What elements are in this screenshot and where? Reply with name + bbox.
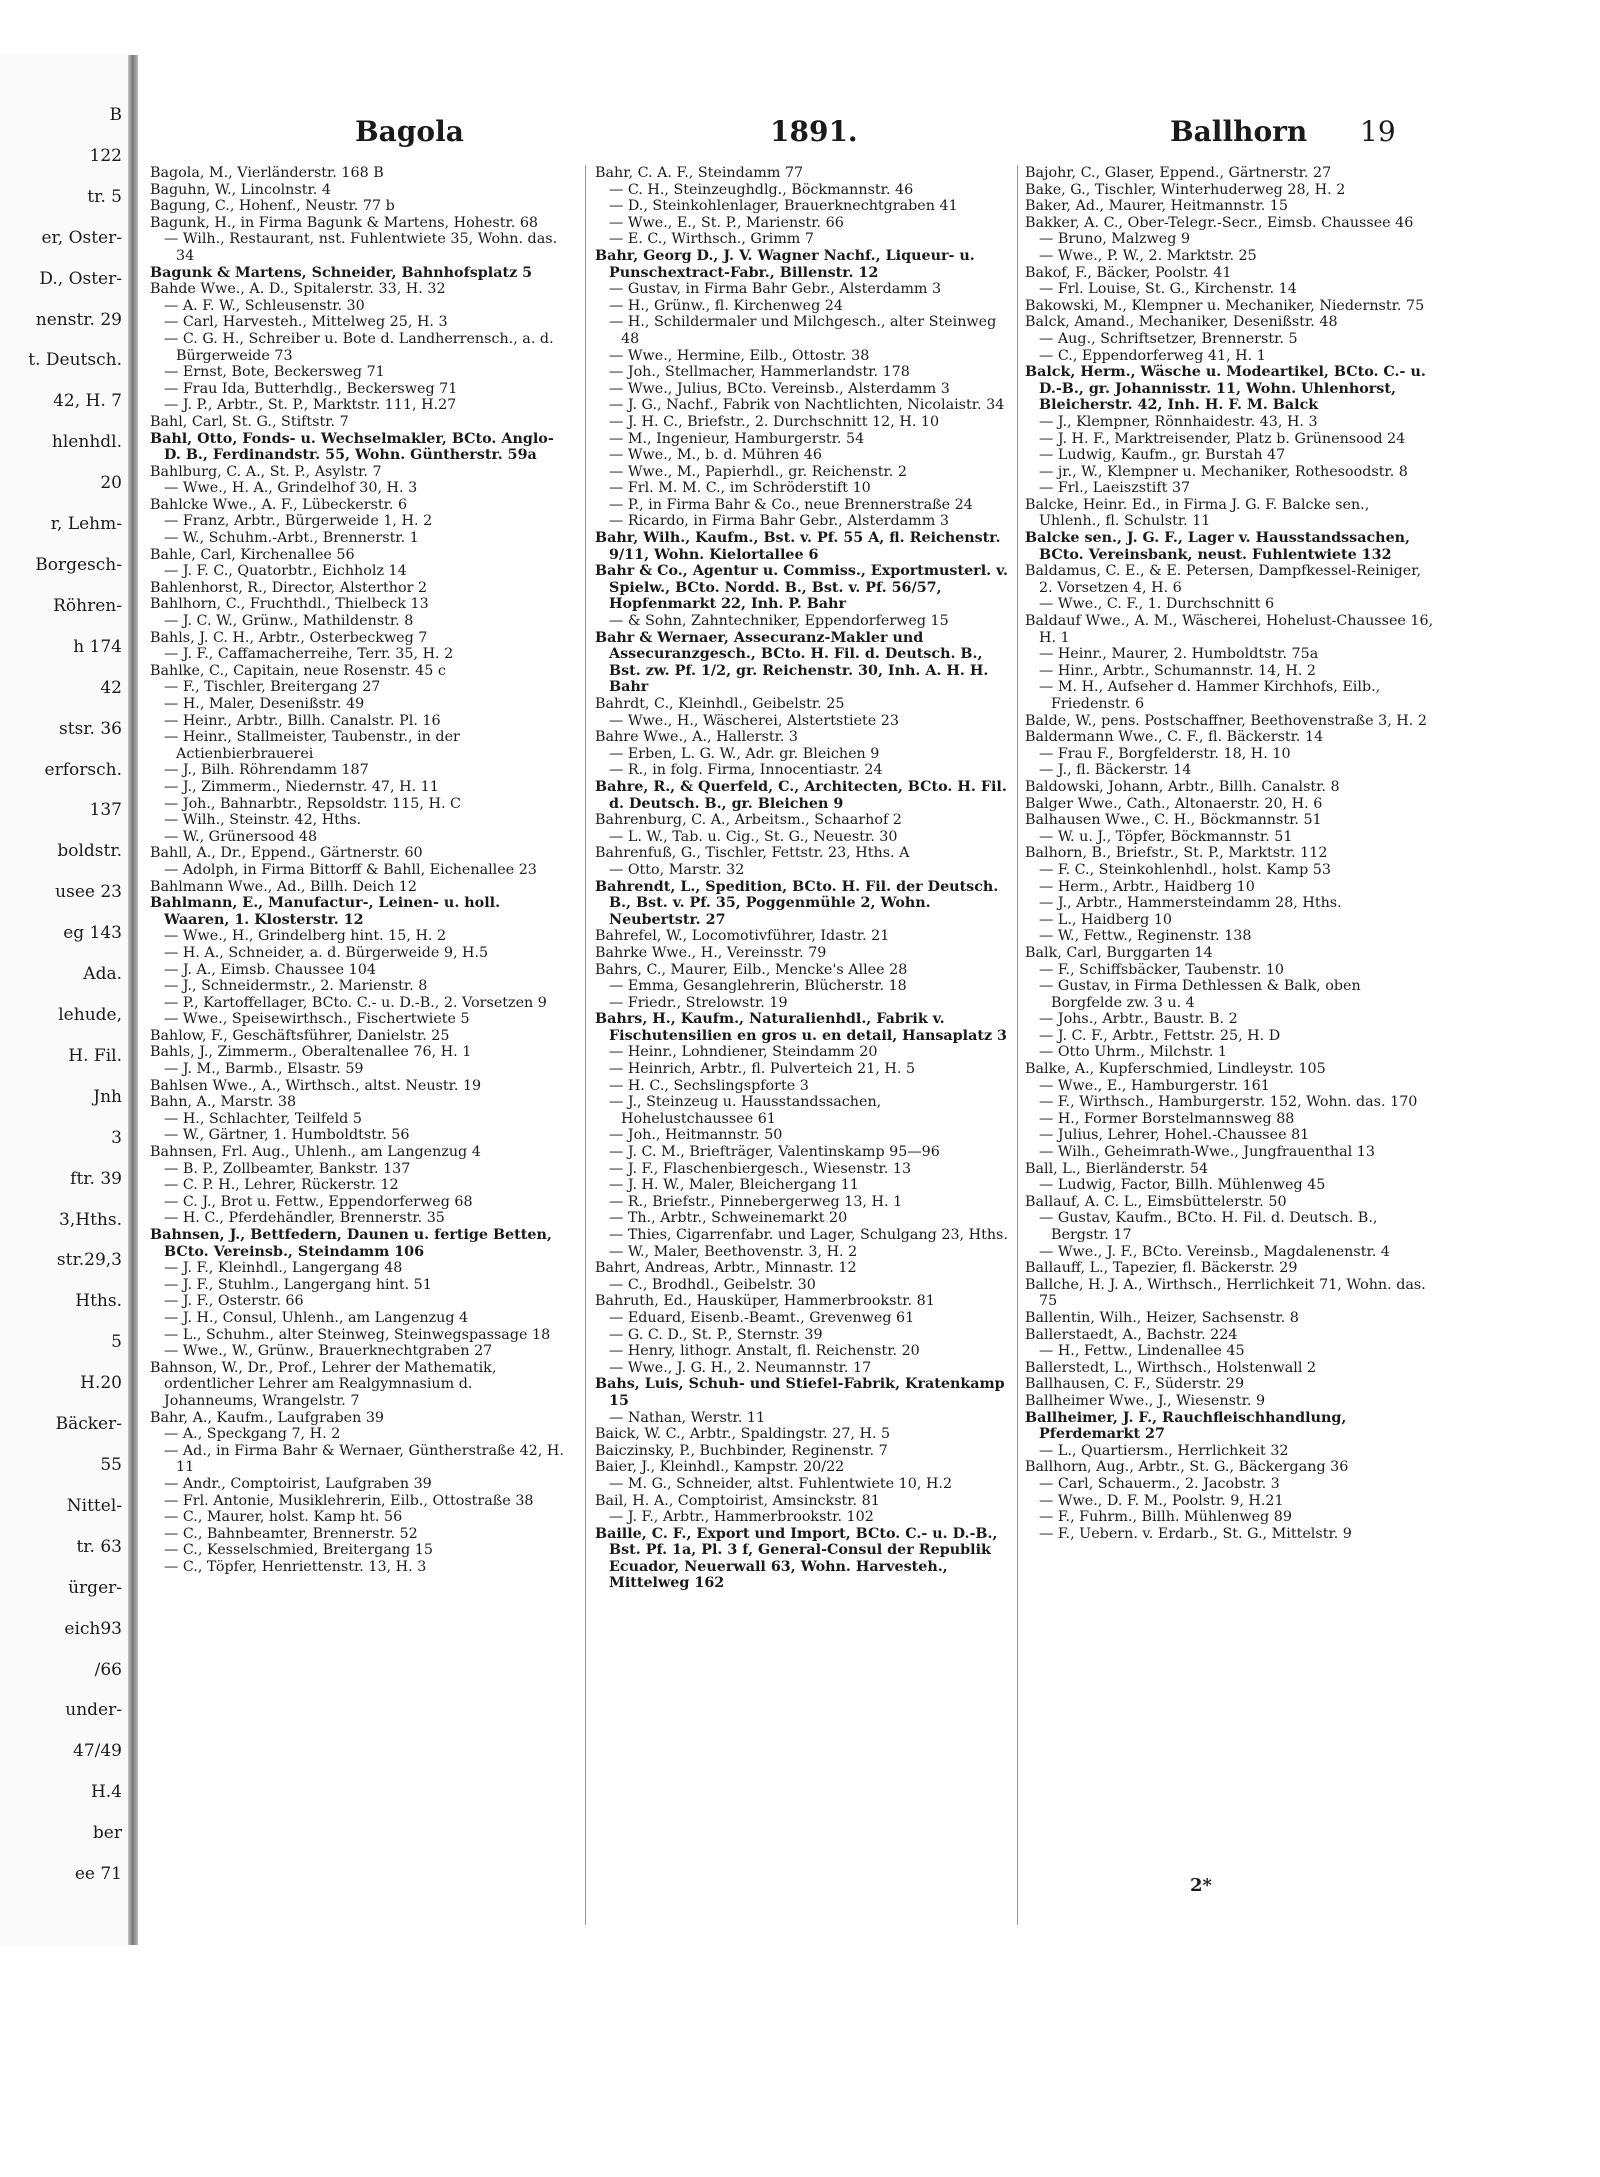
facing-page-text: 122 (89, 145, 122, 166)
directory-entry: — J. H., Consul, Uhlenh., am Langenzug 4 (164, 1309, 469, 1326)
directory-entry: — J. F. C., Quatorbtr., Eichholz 14 (164, 563, 407, 580)
facing-page-text: ürger- (68, 1577, 122, 1598)
directory-entry: — Ludwig, Kaufm., gr. Burstah 47 (1039, 447, 1286, 464)
directory-entry: Baiczinsky, P., Buchbinder, Reginenstr. 7 (595, 1442, 888, 1459)
directory-entry: — Andr., Comptoirist, Laufgraben 39 (164, 1475, 432, 1492)
directory-entry: — Wwe., M., b. d. Mühren 46 (609, 447, 822, 464)
directory-entry: Baldowski, Johann, Arbtr., Billh. Canalstr. 8 (1025, 778, 1340, 795)
facing-page-text: str.29,3 (56, 1250, 122, 1271)
directory-entry: — J., Zimmerm., Niedernstr. 47, H. 11 (164, 778, 439, 795)
directory-entry: — J., Steinzeug u. Hausstandssachen, Hohelustchaussee 61 (609, 1094, 882, 1127)
directory-entry: — Ricardo, in Firma Bahr Gebr., Alsterdamm 3 (609, 513, 949, 530)
directory-entry: Bahr, C. A. F., Steindamm 77 (595, 165, 804, 181)
column-rule (585, 165, 586, 1925)
directory-entry: Bahnsen, J., Bettfedern, Daunen u. fertige Betten, BCto. Vereinsb., Steindamm 106 (150, 1227, 552, 1260)
directory-entry: — H., Fettw., Lindenallee 45 (1039, 1343, 1245, 1360)
directory-entry: — H. C., Sechslingspforte 3 (609, 1077, 809, 1094)
directory-entry: — Ernst, Bote, Beckersweg 71 (164, 364, 385, 381)
directory-entry: — J., Bilh. Röhrendamm 187 (164, 762, 369, 779)
directory-entry: — P., Kartoffellager, BCto. C.- u. D.-B., 2. Vorsetzen 9 (164, 994, 547, 1011)
directory-entry: Bakof, F., Bäcker, Poolstr. 41 (1025, 264, 1232, 281)
directory-entry: Ballheimer Wwe., J., Wiesenstr. 9 (1025, 1392, 1266, 1409)
directory-entry: Balck, Herm., Wäsche u. Modeartikel, BCto. C.- u. D.-B., gr. Johannisstr. 11, Wohn. Uhlenhorst, Bleicherstr. 42, Inh. H. F. M. Balck (1025, 364, 1426, 414)
directory-entry: — M. H., Aufseher d. Hammer Kirchhofs, Eilb., Friedenstr. 6 (1039, 679, 1381, 712)
directory-entry: — L., Quartiersm., Herrlichkeit 32 (1039, 1442, 1289, 1459)
directory-entry: Baker, Ad., Maurer, Heitmannstr. 15 (1025, 198, 1289, 215)
directory-entry: — Wwe., Speisewirthsch., Fischertwiete 5 (164, 1011, 470, 1028)
directory-entry: — H., Schlachter, Teilfeld 5 (164, 1110, 362, 1127)
directory-entry: — F., Schiffsbäcker, Taubenstr. 10 (1039, 961, 1285, 978)
directory-entry: — J. H. W., Maler, Bleichergang 11 (609, 1177, 859, 1194)
directory-entry: — Wwe., E., St. P., Marienstr. 66 (609, 214, 844, 231)
directory-entry: — J. F., Osterstr. 66 (164, 1293, 304, 1310)
header-year: 1891. (770, 115, 858, 148)
directory-entry: — F. C., Steinkohlenhdl., holst. Kamp 53 (1039, 861, 1331, 878)
facing-page-text: Borgesch- (35, 555, 122, 575)
directory-entry: — J. C. M., Briefträger, Valentinskamp 95—96 (609, 1144, 940, 1161)
directory-entry: — Joh., Bahnarbtr., Repsoldstr. 115, H. C (164, 795, 461, 812)
directory-page (150, 95, 1434, 1955)
directory-entry: Bahrs, C., Maurer, Eilb., Mencke's Allee 28 (595, 961, 908, 978)
directory-entry: Bahle, Carl, Kirchenallee 56 (150, 546, 355, 563)
directory-entry: Baldauf Wwe., A. M., Wäscherei, Hohelust-Chaussee 16, H. 1 (1025, 613, 1434, 646)
facing-page-text: boldstr. (57, 841, 122, 862)
directory-entry: — F., Uebern. v. Erdarb., St. G., Mittelstr. 9 (1039, 1525, 1352, 1542)
facing-page-text: tr. 5 (87, 186, 122, 207)
directory-entry: — C. J., Brot u. Fettw., Eppendorferweg 68 (164, 1193, 473, 1210)
directory-entry: — Heinr., Stallmeister, Taubenstr., in der Actienbierbrauerei (164, 729, 460, 762)
directory-entry: — Johs., Arbtr., Baustr. B. 2 (1039, 1011, 1238, 1028)
directory-entry: Bahre, R., & Querfeld, C., Architecten, BCto. H. Fil. d. Deutsch. B., gr. Bleichen 9 (595, 778, 1007, 812)
directory-entry: Bahr, Wilh., Kaufm., Bst. v. Pf. 55 A, fl. Reichenstr. 9/11, Wohn. Kielortallee 6 (595, 530, 1001, 563)
directory-entry: — R., Briefstr., Pinnebergerweg 13, H. 1 (609, 1193, 903, 1210)
directory-entry: — Gustav, Kaufm., BCto. H. Fil. d. Deutsch. B., Bergstr. 17 (1039, 1210, 1378, 1243)
facing-page-text: 3,Hths. (59, 1209, 122, 1230)
directory-entry: Bahlhorn, C., Fruchthdl., Thielbeck 13 (150, 596, 429, 613)
facing-page-text: ftr. 39 (70, 1168, 122, 1189)
directory-entry: — C. G. H., Schreiber u. Bote d. Landherrensch., a. d. Bürgerweide 73 (164, 330, 554, 364)
directory-entry: Bahls, J., Zimmerm., Oberaltenallee 76, H. 1 (150, 1044, 472, 1061)
directory-entry: Bajohr, C., Glaser, Eppend., Gärtnerstr. 27 (1025, 165, 1332, 181)
directory-entry: — F., Fuhrm., Billh. Mühlenweg 89 (1039, 1509, 1292, 1526)
directory-entry: Bahlow, F., Geschäftsführer, Danielstr. 25 (150, 1027, 450, 1044)
facing-page-text: /66 (94, 1659, 122, 1680)
directory-entry: — Frau F., Borgfelderstr. 18, H. 10 (1039, 745, 1291, 762)
directory-entry: Bahrenfuß, G., Tischler, Fettstr. 23, Hths. A (595, 845, 910, 862)
directory-entry: — Frl. M. M. C., im Schröderstift 10 (609, 480, 871, 497)
facing-page-text: t. Deutsch. (28, 350, 122, 371)
directory-entry: Bahlmann, E., Manufactur-, Leinen- u. holl. Waaren, 1. Klosterstr. 12 (150, 895, 501, 928)
directory-entry: Ballerstedt, L., Wirthsch., Holstenwall 2 (1025, 1359, 1317, 1376)
directory-entry: Baier, J., Kleinhdl., Kampstr. 20/22 (595, 1459, 845, 1476)
directory-entry: — Wilh., Steinstr. 42, Hths. (164, 812, 362, 829)
directory-entry: — Wwe., W., Grünw., Brauerknechtgraben 27 (164, 1343, 493, 1360)
directory-entry: — Otto, Marstr. 32 (609, 861, 745, 878)
facing-page-text: tr. 63 (76, 1536, 122, 1557)
directory-entry: — Wwe., Julius, BCto. Vereinsb., Alsterdamm 3 (609, 380, 950, 397)
facing-page-fragment (0, 55, 128, 1945)
directory-entry: Bahre Wwe., A., Hallerstr. 3 (595, 729, 799, 746)
facing-page-text: h 174 (73, 636, 122, 657)
facing-page-text: 5 (111, 1332, 122, 1353)
directory-entry: — L., Schuhm., alter Steinweg, Steinwegspassage 18 (164, 1326, 551, 1343)
page-header (150, 115, 1400, 155)
directory-entry: — & Sohn, Zahntechniker, Eppendorferweg 15 (609, 613, 949, 630)
directory-entry: — Heinr., Arbtr., Billh. Canalstr. Pl. 16 (164, 712, 441, 729)
directory-entry: — D., Steinkohlenlager, Brauerknechtgraben 41 (609, 198, 958, 215)
facing-page-text: H.20 (80, 1373, 122, 1394)
directory-entry: Bahnson, W., Dr., Prof., Lehrer der Mathematik, ordentlicher Lehrer am Realgymnasium d. Johanneums, Wrangelstr. 7 (150, 1359, 497, 1409)
directory-entry: Bail, H. A., Comptoirist, Amsinckstr. 81 (595, 1492, 880, 1509)
directory-entry: — H., Former Borstelmannsweg 88 (1039, 1110, 1295, 1127)
directory-entry: — Frl., Laeiszstift 37 (1039, 480, 1191, 497)
facing-page-text: 20 (100, 473, 122, 494)
directory-entry: — Wwe., D. F. M., Poolstr. 9, H.21 (1039, 1492, 1284, 1509)
directory-entry: — Wwe., J. F., BCto. Vereinsb., Magdalenenstr. 4 (1039, 1243, 1390, 1260)
directory-entry: — Frau Ida, Butterhdlg., Beckersweg 71 (164, 380, 458, 397)
directory-entry: — Hinr., Arbtr., Schumannstr. 14, H. 2 (1039, 662, 1317, 679)
directory-entry: Bahrke Wwe., H., Vereinsstr. 79 (595, 944, 827, 961)
directory-entry: Bagung, C., Hohenf., Neustr. 77 b (150, 198, 395, 215)
directory-entry: Balde, W., pens. Postschaffner, Beethovenstraße 3, H. 2 (1025, 712, 1427, 729)
directory-entry: — Wwe., E., Hamburgerstr. 161 (1039, 1077, 1270, 1094)
directory-entry: — Wilh., Restaurant, nst. Fuhlentwiete 35, Wohn. das. 34 (164, 231, 558, 264)
directory-entry: — J. M., Barmb., Elsastr. 59 (164, 1061, 364, 1078)
directory-entry: Ballauff, L., Tapezier, fl. Bäckerstr. 29 (1025, 1260, 1298, 1277)
directory-entry: — C. P. H., Lehrer, Rückerstr. 12 (164, 1177, 399, 1194)
directory-entry: Bagola, M., Vierländerstr. 168 B (150, 165, 384, 181)
directory-entry: Bake, G., Tischler, Winterhuderweg 28, H. 2 (1025, 181, 1346, 198)
directory-entry: — Th., Arbtr., Schweinemarkt 20 (609, 1210, 848, 1227)
directory-entry: — L., Haidberg 10 (1039, 911, 1173, 928)
directory-entry: Baldamus, C. E., & E. Petersen, Dampfkessel-Reiniger, 2. Vorsetzen 4, H. 6 (1025, 563, 1422, 596)
directory-entry: — Henry, lithogr. Anstalt, fl. Reichenstr. 20 (609, 1343, 920, 1360)
facing-page-text: Röhren- (53, 595, 122, 616)
directory-entry: — Ludwig, Factor, Billh. Mühlenweg 45 (1039, 1177, 1326, 1194)
signature-mark: 2* (1190, 1875, 1212, 1896)
directory-entry: Bahde Wwe., A. D., Spitalerstr. 33, H. 32 (150, 281, 446, 298)
directory-entry: — A. F. W., Schleusenstr. 30 (164, 297, 365, 314)
directory-entry: — Joh., Heitmannstr. 50 (609, 1127, 783, 1144)
facing-page-text: lehude, (58, 1005, 122, 1025)
directory-entry: Bahlke, C., Capitain, neue Rosenstr. 45 c (150, 662, 446, 679)
directory-entry: — H., Schildermaler und Milchgesch., alter Steinweg 48 (609, 314, 997, 347)
facing-page-text: hlenhdl. (51, 432, 122, 453)
facing-page-text: eg 143 (63, 923, 122, 944)
directory-entry: Ballauf, A. C. L., Eimsbüttelerstr. 50 (1025, 1193, 1287, 1210)
directory-entry: — P., in Firma Bahr & Co., neue Brennerstraße 24 (609, 496, 973, 513)
facing-page-text: under- (65, 1700, 122, 1721)
directory-entry: Bahr, A., Kaufm., Laufgraben 39 (150, 1409, 385, 1426)
facing-page-text: er, Oster- (41, 227, 122, 248)
directory-entry: — Joh., Stellmacher, Hammerlandstr. 178 (609, 364, 910, 381)
directory-entry: — Adolph, in Firma Bittorff & Bahll, Eichenallee 23 (164, 861, 537, 878)
directory-entry: — C., Maurer, holst. Kamp ht. 56 (164, 1509, 403, 1526)
directory-entry: — Carl, Harvesteh., Mittelweg 25, H. 3 (164, 314, 448, 331)
directory-entry: Bagunk & Martens, Schneider, Bahnhofsplatz 5 (150, 264, 533, 281)
directory-column-1 (150, 165, 570, 1945)
directory-entry: — J. C. W., Grünw., Mathildenstr. 8 (164, 613, 414, 630)
directory-entry: Ballhorn, Aug., Arbtr., St. G., Bäckergang 36 (1025, 1459, 1349, 1476)
directory-entry: — E. C., Wirthsch., Grimm 7 (609, 231, 815, 248)
directory-entry: — Franz, Arbtr., Bürgerweide 1, H. 2 (164, 513, 433, 530)
facing-page-text: stsr. 36 (59, 718, 122, 739)
directory-entry: — C., Töpfer, Henriettenstr. 13, H. 3 (164, 1558, 427, 1575)
directory-entry: Bahruth, Ed., Hausküper, Hammerbrookstr. 81 (595, 1293, 935, 1310)
header-last-entry: Ballhorn (1170, 115, 1308, 148)
directory-entry: — J. F., Kleinhdl., Langergang 48 (164, 1260, 403, 1277)
directory-entry: Baille, C. F., Export und Import, BCto. C.- u. D.-B., Bst. Pf. 1a, Pl. 3 f, General-Consul der Republik Ecuador, Neuerwall 63, Wohn. Harvesteh., Mittelweg 162 (595, 1525, 998, 1592)
facing-page-text: erforsch. (44, 759, 122, 780)
directory-entry: — Wwe., H., Grindelberg hint. 15, H. 2 (164, 928, 447, 945)
directory-entry: Ballche, H. J. A., Wirthsch., Herrlichkeit 71, Wohn. das. 75 (1025, 1276, 1426, 1310)
directory-entry: Bahs, Luis, Schuh- und Stiefel-Fabrik, Kratenkamp 15 (595, 1376, 1005, 1409)
directory-entry: — J. G., Nachf., Fabrik von Nachtlichten, Nicolaistr. 34 (609, 397, 1005, 414)
directory-entry: Ball, L., Bierländerstr. 54 (1025, 1160, 1209, 1177)
directory-entry: — L. W., Tab. u. Cig., St. G., Neuestr. 30 (609, 828, 898, 845)
directory-entry: — J., fl. Bäckerstr. 14 (1039, 762, 1192, 779)
directory-entry: Bahrefel, W., Locomotivführer, Idastr. 21 (595, 928, 890, 945)
directory-entry: Ballentin, Wilh., Heizer, Sachsenstr. 8 (1025, 1309, 1299, 1326)
directory-entry: — Ad., in Firma Bahr & Wernaer, Güntherstraße 42, H. 11 (164, 1442, 564, 1476)
directory-entry: Baldermann Wwe., C. F., fl. Bäckerstr. 14 (1025, 729, 1324, 746)
directory-entry: — F., Wirthsch., Hamburgerstr. 152, Wohn. das. 170 (1039, 1094, 1418, 1111)
directory-entry: Bakowski, M., Klempner u. Mechaniker, Niedernstr. 75 (1025, 297, 1425, 314)
directory-column-3 (1025, 165, 1435, 1945)
directory-entry: — Wwe., H. A., Grindelhof 30, H. 3 (164, 480, 418, 497)
directory-entry: — W. u. J., Töpfer, Böckmannstr. 51 (1039, 828, 1293, 845)
directory-entry: — C., Bahnbeamter, Brennerstr. 52 (164, 1525, 418, 1542)
facing-page-text: H.4 (90, 1782, 122, 1803)
directory-entry: — H., Grünw., fl. Kirchenweg 24 (609, 297, 843, 314)
directory-entry: Bahrs, H., Kaufm., Naturalienhdl., Fabrik v. Fischutensilien en gros u. en detail, Hansaplatz 3 (595, 1011, 1008, 1044)
facing-page-text: ee 71 (74, 1864, 122, 1885)
facing-page-text: D., Oster- (39, 268, 122, 289)
facing-page-text: r, Lehm- (50, 514, 122, 535)
facing-page-text: 42, H. 7 (53, 391, 122, 412)
directory-entry: Bahlsen Wwe., A., Wirthsch., altst. Neustr. 19 (150, 1077, 482, 1094)
directory-entry: — Julius, Lehrer, Hohel.-Chaussee 81 (1039, 1127, 1310, 1144)
directory-column-2 (595, 165, 1010, 1945)
directory-entry: — J. F., Flaschenbiergesch., Wiesenstr. 13 (609, 1160, 912, 1177)
directory-entry: Bahl, Carl, St. G., Stiftstr. 7 (150, 413, 349, 430)
facing-page-text: eich93 (64, 1618, 122, 1639)
directory-entry: — H., Maler, Desenißstr. 49 (164, 696, 365, 712)
directory-entry: Bahls, J. C. H., Arbtr., Osterbeckweg 7 (150, 629, 428, 646)
facing-page-text: 55 (100, 1455, 122, 1475)
directory-entry: — C., Eppendorferweg 41, H. 1 (1039, 347, 1266, 364)
directory-entry: — Frl. Antonie, Musiklehrerin, Eilb., Ottostraße 38 (164, 1492, 534, 1509)
facing-page-text: Nittel- (66, 1495, 122, 1516)
directory-entry: Balger Wwe., Cath., Altonaerstr. 20, H. 6 (1025, 795, 1323, 812)
directory-entry: Bahrt, Andreas, Arbtr., Minnastr. 12 (595, 1260, 857, 1277)
directory-entry: — J. A., Eimsb. Chaussee 104 (164, 961, 376, 978)
facing-page-text: Bäcker- (55, 1414, 122, 1435)
facing-page-text: usee 23 (55, 882, 122, 903)
directory-entry: — C., Kesselschmied, Breitergang 15 (164, 1542, 433, 1559)
directory-entry: Bahr, Georg D., J. V. Wagner Nachf., Liqueur- u. Punschextract-Fabr., Billenstr. 12 (595, 247, 975, 281)
directory-entry: — J. P., Arbtr., St. P., Marktstr. 111, H.27 (164, 397, 457, 414)
header-first-entry: Bagola (355, 115, 464, 148)
directory-entry: Bahnsen, Frl. Aug., Uhlenh., am Langenzug 4 (150, 1144, 481, 1161)
directory-entry: — Wwe., H., Wäscherei, Alstertstiete 23 (609, 712, 899, 729)
directory-entry: — Aug., Schriftsetzer, Brennerstr. 5 (1039, 330, 1298, 347)
directory-entry: Bahr & Co., Agentur u. Commiss., Exportmusterl. v. Spielw., BCto. Nordd. B., Bst. v. Pf. 56/57, Hopfenmarkt 22, Inh. P. Bahr (595, 563, 1008, 613)
directory-entry: — J. C. F., Arbtr., Fettstr. 25, H. D (1039, 1027, 1281, 1044)
directory-entry: — Erben, L. G. W., Adr. gr. Bleichen 9 (609, 745, 880, 762)
facing-page-text: 3 (111, 1127, 122, 1148)
directory-entry: — A., Speckgang 7, H. 2 (164, 1426, 341, 1443)
directory-entry: — Frl. Louise, St. G., Kirchenstr. 14 (1039, 281, 1297, 298)
directory-entry: Balhausen Wwe., C. H., Böckmannstr. 51 (1025, 812, 1322, 829)
directory-entry: — J. F., Stuhlm., Langergang hint. 51 (164, 1276, 432, 1293)
facing-page-text: Hths. (75, 1291, 122, 1312)
directory-entry: — jr., W., Klempner u. Mechaniker, Rothesoodstr. 8 (1039, 463, 1408, 480)
directory-entry: — C., Brodhdl., Geibelstr. 30 (609, 1276, 816, 1293)
directory-entry: Balhorn, B., Briefstr., St. P., Marktstr. 112 (1025, 845, 1328, 862)
directory-entry: Balcke, Heinr. Ed., in Firma J. G. F. Balcke sen., Uhlenh., fl. Schulstr. 11 (1025, 496, 1370, 530)
directory-entry: — Bruno, Malzweg 9 (1039, 231, 1191, 248)
directory-entry: — H. A., Schneider, a. d. Bürgerweide 9, H.5 (164, 944, 489, 961)
directory-entry: Ballheimer, J. F., Rauchfleischhandlung, Pferdemarkt 27 (1025, 1409, 1347, 1443)
directory-entry: — M. G., Schneider, altst. Fuhlentwiete 10, H.2 (609, 1475, 953, 1492)
directory-entry: — Heinr., Maurer, 2. Humboldtstr. 75a (1039, 646, 1319, 663)
directory-entry: — J. F., Caffamacherreihe, Terr. 35, H. 2 (164, 646, 454, 663)
facing-page-text: Jnh (93, 1086, 122, 1107)
directory-entry: — Gustav, in Firma Bahr Gebr., Alsterdamm 3 (609, 281, 942, 298)
directory-entry: — Friedr., Strelowstr. 19 (609, 994, 788, 1011)
directory-entry: — F., Tischler, Breitergang 27 (164, 679, 381, 696)
directory-entry: Bakker, A. C., Ober-Telegr.-Secr., Eimsb. Chaussee 46 (1025, 214, 1414, 231)
directory-entry: — G. C. D., St. P., Sternstr. 39 (609, 1326, 823, 1343)
page-number: 19 (1360, 115, 1396, 148)
directory-entry: — J. H. C., Briefstr., 2. Durchschnitt 12, H. 10 (609, 413, 940, 430)
directory-entry: — Carl, Schauerm., 2. Jacobstr. 3 (1039, 1475, 1280, 1492)
directory-entry: — Wwe., P. W., 2. Marktstr. 25 (1039, 247, 1257, 264)
directory-entry: — Thies, Cigarrenfabr. und Lager, Schulgang 23, Hths. (609, 1227, 1008, 1243)
directory-entry: — W., Maler, Beethovenstr. 3, H. 2 (609, 1243, 858, 1260)
directory-entry: — Wwe., C. F., 1. Durchschnitt 6 (1039, 596, 1275, 613)
directory-entry: — Wwe., M., Papierhdl., gr. Reichenstr. 2 (609, 463, 907, 480)
directory-entry: Bahr & Wernaer, Assecuranz-Makler und Assecuranzgesch., BCto. H. Fil. d. Deutsch. B., Bst. zw. Pf. 1/2, gr. Reichenstr. 30, Inh. A. H. H. Bahr (595, 629, 989, 696)
directory-entry: — C. H., Steinzeughdlg., Böckmannstr. 46 (609, 181, 914, 198)
directory-entry: Bahlburg, C. A., St. P., Asylstr. 7 (150, 463, 382, 480)
directory-entry: Bahrdt, C., Kleinhdl., Geibelstr. 25 (595, 696, 845, 712)
facing-page-text: 137 (89, 800, 122, 821)
directory-entry: — J., Schneidermstr., 2. Marienstr. 8 (164, 978, 428, 995)
directory-entry: — H. C., Pferdehändler, Brennerstr. 35 (164, 1210, 445, 1227)
directory-entry: — J., Klempner, Rönnhaidestr. 43, H. 3 (1039, 413, 1318, 430)
directory-entry: — J. F., Arbtr., Hammerbrookstr. 102 (609, 1509, 874, 1526)
directory-entry: Balk, Carl, Burggarten 14 (1025, 944, 1213, 961)
directory-entry: Bahrenburg, C. A., Arbeitsm., Schaarhof 2 (595, 812, 902, 829)
directory-entry: — Heinrich, Arbtr., fl. Pulverteich 21, H. 5 (609, 1061, 916, 1078)
directory-entry: — Nathan, Werstr. 11 (609, 1409, 766, 1426)
directory-entry: — Emma, Gesanglehrerin, Blücherstr. 18 (609, 978, 907, 995)
directory-entry: — R., in folg. Firma, Innocentiastr. 24 (609, 762, 883, 779)
directory-entry: Bahlenhorst, R., Director, Alsterthor 2 (150, 579, 428, 596)
directory-entry: — Heinr., Lohndiener, Steindamm 20 (609, 1044, 878, 1061)
directory-entry: Baguhn, W., Lincolnstr. 4 (150, 181, 331, 198)
directory-entry: Balke, A., Kupferschmied, Lindleystr. 105 (1025, 1061, 1326, 1078)
directory-entry: Bahlcke Wwe., A. F., Lübeckerstr. 6 (150, 496, 408, 513)
directory-entry: — W., Grünersood 48 (164, 828, 318, 845)
facing-page-text: Ada. (83, 964, 122, 985)
directory-entry: Bagunk, H., in Firma Bagunk & Martens, Hohestr. 68 (150, 214, 539, 231)
directory-entry: — Wwe., J. G. H., 2. Neumannstr. 17 (609, 1359, 872, 1376)
directory-entry: Bahl, Otto, Fonds- u. Wechselmakler, BCto. Anglo-D. B., Ferdinandstr. 55, Wohn. Güntherstr. 59a (150, 430, 554, 464)
directory-entry: — Eduard, Eisenb.-Beamt., Grevenweg 61 (609, 1309, 915, 1326)
directory-entry: Bahll, A., Dr., Eppend., Gärtnerstr. 60 (150, 845, 423, 862)
facing-page-text: B (109, 105, 122, 125)
directory-entry: Bahn, A., Marstr. 38 (150, 1094, 297, 1111)
facing-page-text: 42 (100, 677, 122, 698)
directory-entry: — Herm., Arbtr., Haidberg 10 (1039, 878, 1255, 895)
directory-entry: Ballerstaedt, A., Bachstr. 224 (1025, 1326, 1238, 1343)
facing-page-text: ber (92, 1823, 122, 1844)
book-gutter (128, 55, 138, 1945)
directory-entry: Ballhausen, C. F., Süderstr. 29 (1025, 1376, 1245, 1393)
directory-entry: Bahlmann Wwe., Ad., Billh. Deich 12 (150, 878, 417, 895)
directory-entry: — J., Arbtr., Hammersteindamm 28, Hths. (1039, 895, 1342, 912)
directory-entry: — Gustav, in Firma Dethlessen & Balk, oben Borgfelde zw. 3 u. 4 (1039, 978, 1361, 1011)
directory-entry: — J. H. F., Marktreisender, Platz b. Grünensood 24 (1039, 430, 1406, 447)
facing-page-text: H. Fil. (68, 1045, 122, 1066)
facing-page-text: nenstr. 29 (35, 309, 122, 330)
directory-entry: Baick, W. C., Arbtr., Spaldingstr. 27, H. 5 (595, 1426, 891, 1443)
directory-entry: Balck, Amand., Mechaniker, Desenißstr. 48 (1025, 314, 1338, 331)
directory-entry: — B. P., Zollbeamter, Bankstr. 137 (164, 1160, 411, 1177)
directory-entry: — W., Gärtner, 1. Humboldtstr. 56 (164, 1127, 410, 1144)
directory-entry: — W., Schuhm.-Arbt., Brennerstr. 1 (164, 530, 419, 547)
directory-entry: — Otto Uhrm., Milchstr. 1 (1039, 1044, 1228, 1061)
directory-entry: — Wwe., Hermine, Eilb., Ottostr. 38 (609, 347, 870, 364)
directory-entry: — M., Ingenieur, Hamburgerstr. 54 (609, 430, 865, 447)
directory-entry: — W., Fettw., Reginenstr. 138 (1039, 928, 1252, 945)
directory-entry: — Wilh., Geheimrath-Wwe., Jungfrauenthal 13 (1039, 1144, 1375, 1161)
directory-entry: Balcke sen., J. G. F., Lager v. Hausstandssachen, BCto. Vereinsbank, neust. Fuhlentwiete 132 (1025, 530, 1411, 563)
column-rule (1017, 165, 1018, 1925)
facing-page-text: 47/49 (73, 1741, 122, 1762)
directory-entry: Bahrendt, L., Spedition, BCto. H. Fil. der Deutsch. B., Bst. v. Pf. 35, Poggenmühle 2, Wohn. Neubertstr. 27 (595, 878, 999, 928)
